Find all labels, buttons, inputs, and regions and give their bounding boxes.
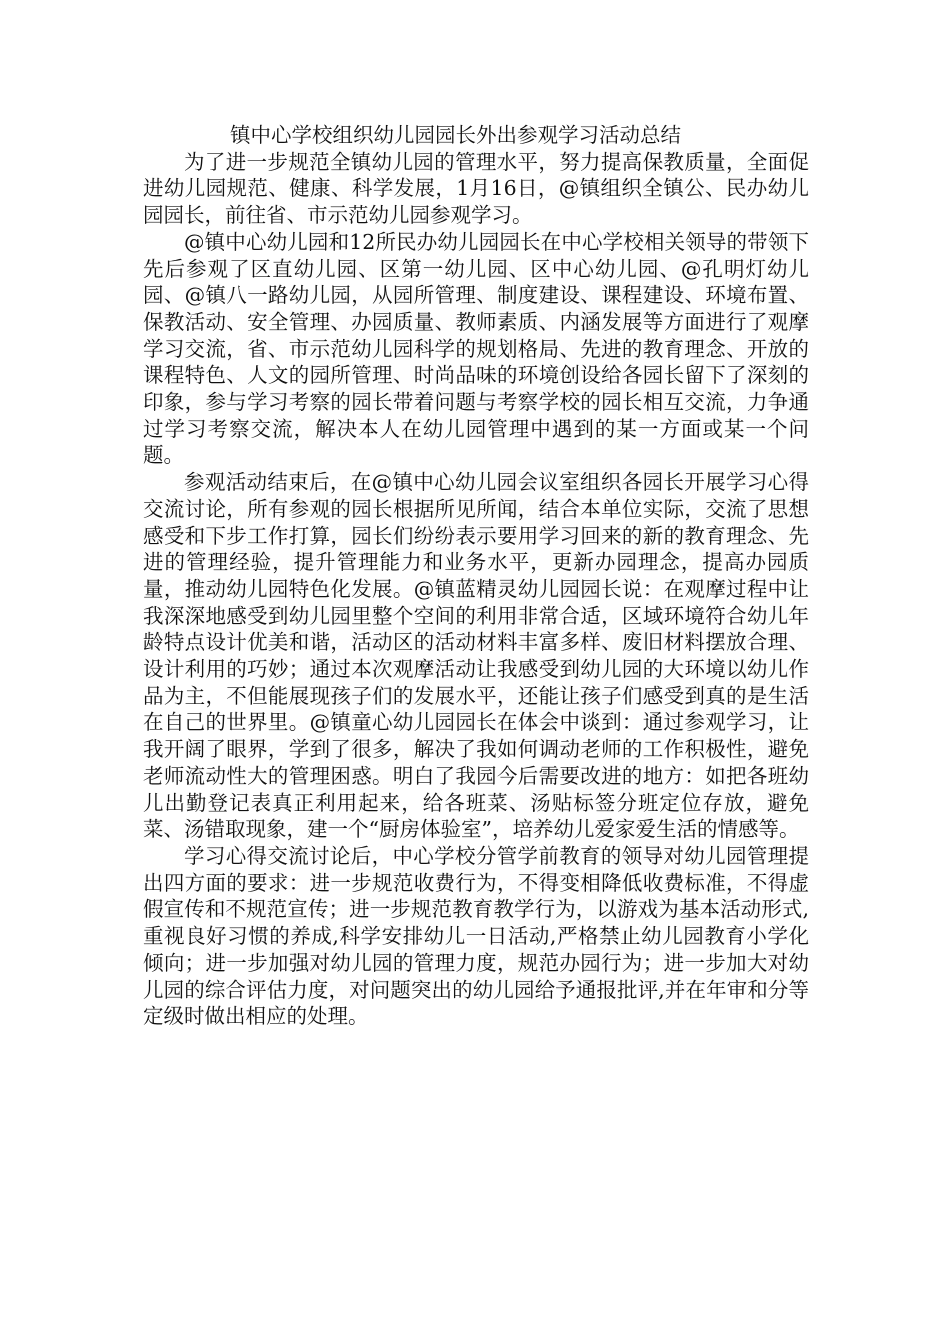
paragraph-requirements: 学习心得交流讨论后，中心学校分管学前教育的领导对幼儿园管理提出四方面的要求：进一步规范收费行为，不得变相降低收费标准，不得虚假宣传和不规范宣传；进一步规范教育教学行为，以游戏为基本活动形式,重视良好习惯的养成,科学安排幼儿一日活动,严格禁止幼儿园教育小学化倾向；进一步加强对幼儿园的管理力度，规范办园行为；进一步加大对幼儿园的综合评估力度，对问题突出的幼儿园给予通报批评,并在年审和分等定级时做出相应的处理。 [143, 843, 809, 1029]
paragraph-visit: @镇中心幼儿园和12所民办幼儿园园长在中心学校相关领导的带领下先后参观了区直幼儿园、区第一幼儿园、区中心幼儿园、@孔明灯幼儿园、@镇八一路幼儿园，从园所管理、制度建设、课程建设、环境布置、保教活动、安全管理、办园质量、教师素质、内涵发展等方面进行了观摩学习交流，省、市示范幼儿园科学的规划格局、先进的教育理念、开放的课程特色、人文的园所管理、时尚品味的环境创设给各园长留下了深刻的印象，参与学习考察的园长带着问题与考察学校的园长相互交流，力争通过学习考察交流，解决本人在幼儿园管理中遇到的某一方面或某一个问题。 [143, 229, 809, 468]
paragraph-discussion: 参观活动结束后，在@镇中心幼儿园会议室组织各园长开展学习心得交流讨论，所有参观的园长根据所见所闻，结合本单位实际，交流了思想感受和下步工作打算，园长们纷纷表示要用学习回来的新的教育理念、先进的管理经验，提升管理能力和业务水平，更新办园理念，提高办园质量，推动幼儿园特色化发展。@镇蓝精灵幼儿园园长说：在观摩过程中让我深深地感受到幼儿园里整个空间的利用非常合适，区域环境符合幼儿年龄特点设计优美和谐，活动区的活动材料丰富多样、废旧材料摆放合理、设计利用的巧妙；通过本次观摩活动让我感受到幼儿园的大环境以幼儿作品为主，不但能展现孩子们的发展水平，还能让孩子们感受到真的是生活在自己的世界里。@镇童心幼儿园园长在体会中谈到：通过参观学习，让我开阔了眼界，学到了很多，解决了我如何调动老师的工作积极性，避免老师流动性大的管理困惑。明白了我园今后需要改进的地方：如把各班幼儿出勤登记表真正利用起来，给各班菜、汤贴标签分班定位存放，避免菜、汤错取现象，建一个“厨房体验室”，培养幼儿爱家爱生活的情感等。 [143, 470, 809, 842]
document-title: 镇中心学校组织幼儿园园长外出参观学习活动总结 [230, 123, 681, 147]
document-body [143, 122, 809, 1030]
paragraph-intro: 为了进一步规范全镇幼儿园的管理水平，努力提高保教质量，全面促进幼儿园规范、健康、科学发展，1月16日，@镇组织全镇公、民办幼儿园园长，前往省、市示范幼儿园参观学习。 [143, 149, 809, 228]
